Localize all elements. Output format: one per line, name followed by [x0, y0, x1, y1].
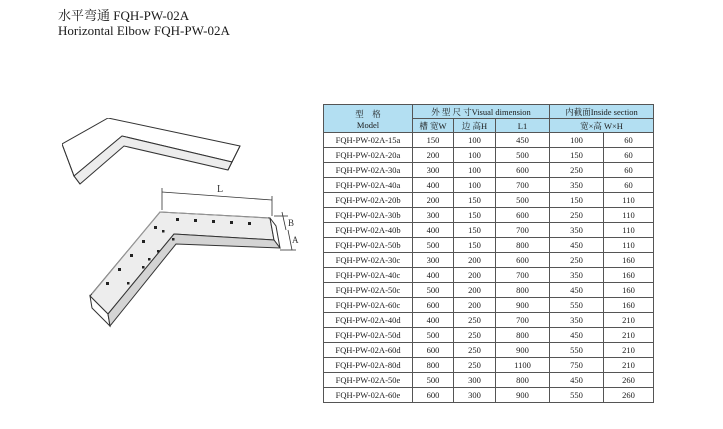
cell-l1: 600	[496, 163, 550, 178]
table-row	[324, 133, 654, 148]
cell-inside-width: 550	[550, 388, 604, 403]
cell-width: 200	[413, 148, 454, 163]
cell-width: 300	[413, 163, 454, 178]
cell-inside-width: 450	[550, 283, 604, 298]
cell-inside-height: 260	[604, 388, 654, 403]
table-row	[324, 148, 654, 163]
cell-inside-height: 210	[604, 313, 654, 328]
header-inside-wxh: 宽×高 W×H	[550, 119, 654, 133]
cell-width: 500	[413, 373, 454, 388]
elbow-diagram	[62, 118, 302, 338]
cell-inside-width: 550	[550, 298, 604, 313]
header-model	[324, 105, 413, 133]
cell-inside-height: 210	[604, 328, 654, 343]
cell-height: 200	[454, 298, 496, 313]
table-row	[324, 208, 654, 223]
cell-inside-width: 350	[550, 313, 604, 328]
table-row	[324, 253, 654, 268]
cell-l1: 450	[496, 133, 550, 148]
cell-height: 150	[454, 193, 496, 208]
dimension-label-l: L	[217, 184, 224, 195]
cell-inside-height: 110	[604, 238, 654, 253]
cell-model: FQH-PW-02A-60c	[324, 298, 413, 313]
cell-width: 300	[413, 253, 454, 268]
cell-height: 150	[454, 208, 496, 223]
cell-model: FQH-PW-02A-80d	[324, 358, 413, 373]
cell-inside-width: 750	[550, 358, 604, 373]
cell-l1: 700	[496, 223, 550, 238]
cell-model: FQH-PW-02A-50e	[324, 373, 413, 388]
cell-height: 150	[454, 238, 496, 253]
table-row	[324, 283, 654, 298]
cell-l1: 600	[496, 208, 550, 223]
cell-width: 150	[413, 133, 454, 148]
cell-l1: 700	[496, 178, 550, 193]
table-row	[324, 163, 654, 178]
cell-inside-height: 60	[604, 178, 654, 193]
cell-inside-height: 160	[604, 298, 654, 313]
cell-l1: 500	[496, 148, 550, 163]
cell-height: 100	[454, 133, 496, 148]
cell-height: 100	[454, 148, 496, 163]
cell-inside-width: 250	[550, 253, 604, 268]
cell-l1: 1100	[496, 358, 550, 373]
cell-l1: 700	[496, 268, 550, 283]
cell-width: 500	[413, 328, 454, 343]
cell-model: FQH-PW-02A-40a	[324, 178, 413, 193]
table-row	[324, 313, 654, 328]
elbow-cover	[62, 118, 240, 184]
cell-height: 200	[454, 283, 496, 298]
cell-inside-height: 210	[604, 358, 654, 373]
cell-width: 200	[413, 193, 454, 208]
table-row	[324, 358, 654, 373]
table-row	[324, 178, 654, 193]
cell-inside-width: 250	[550, 163, 604, 178]
cell-model: FQH-PW-02A-40d	[324, 313, 413, 328]
cell-inside-width: 450	[550, 373, 604, 388]
spec-table-header	[324, 105, 654, 133]
cell-height: 250	[454, 313, 496, 328]
cell-l1: 900	[496, 343, 550, 358]
cell-model: FQH-PW-02A-60d	[324, 343, 413, 358]
cell-height: 300	[454, 373, 496, 388]
cell-inside-width: 100	[550, 133, 604, 148]
cell-model: FQH-PW-02A-40c	[324, 268, 413, 283]
cell-inside-width: 550	[550, 343, 604, 358]
cell-model: FQH-PW-02A-50b	[324, 238, 413, 253]
cell-width: 600	[413, 343, 454, 358]
header-visual-dimension: 外 型 尺 寸Visual dimension	[413, 105, 550, 119]
cell-inside-width: 250	[550, 208, 604, 223]
cell-inside-height: 60	[604, 163, 654, 178]
title-block	[58, 8, 230, 38]
cell-height: 100	[454, 163, 496, 178]
cell-inside-width: 350	[550, 223, 604, 238]
cell-model: FQH-PW-02A-40b	[324, 223, 413, 238]
cell-model: FQH-PW-02A-30a	[324, 163, 413, 178]
cell-width: 400	[413, 268, 454, 283]
cell-inside-height: 160	[604, 268, 654, 283]
cell-height: 250	[454, 343, 496, 358]
header-inside-section: 内截面Inside section	[550, 105, 654, 119]
cell-l1: 800	[496, 328, 550, 343]
table-row	[324, 268, 654, 283]
header-model-en: Model	[356, 119, 380, 130]
title-chinese: 水平弯通 FQH-PW-02A	[58, 8, 190, 23]
dimension-label-a: A	[292, 235, 299, 245]
cell-inside-width: 150	[550, 148, 604, 163]
cell-model: FQH-PW-02A-30c	[324, 253, 413, 268]
cell-height: 150	[454, 223, 496, 238]
cell-l1: 800	[496, 238, 550, 253]
cell-model: FQH-PW-02A-20b	[324, 193, 413, 208]
cell-height: 200	[454, 268, 496, 283]
table-row	[324, 388, 654, 403]
header-width: 槽 宽W	[413, 119, 454, 133]
cell-l1: 800	[496, 283, 550, 298]
table-row	[324, 298, 654, 313]
cell-model: FQH-PW-02A-60e	[324, 388, 413, 403]
table-row	[324, 343, 654, 358]
header-height: 边 高H	[454, 119, 496, 133]
cell-model: FQH-PW-02A-50d	[324, 328, 413, 343]
table-row	[324, 193, 654, 208]
cell-width: 800	[413, 358, 454, 373]
cell-model: FQH-PW-02A-15a	[324, 133, 413, 148]
cell-inside-height: 160	[604, 283, 654, 298]
spec-table-body	[324, 133, 654, 403]
cell-width: 300	[413, 208, 454, 223]
cell-inside-height: 110	[604, 208, 654, 223]
header-model-zh: 型 格	[355, 108, 381, 119]
cell-height: 300	[454, 388, 496, 403]
cell-height: 250	[454, 358, 496, 373]
cell-l1: 800	[496, 373, 550, 388]
cell-l1: 900	[496, 388, 550, 403]
cell-l1: 600	[496, 253, 550, 268]
cell-l1: 500	[496, 193, 550, 208]
cell-inside-height: 60	[604, 133, 654, 148]
spec-table	[323, 104, 654, 403]
cell-inside-width: 150	[550, 193, 604, 208]
cell-inside-width: 450	[550, 238, 604, 253]
cell-width: 500	[413, 238, 454, 253]
cell-inside-height: 110	[604, 223, 654, 238]
cell-width: 400	[413, 313, 454, 328]
cell-model: FQH-PW-02A-50c	[324, 283, 413, 298]
cell-height: 200	[454, 253, 496, 268]
cell-model: FQH-PW-02A-20a	[324, 148, 413, 163]
title-english: Horizontal Elbow FQH-PW-02A	[58, 23, 230, 38]
cell-inside-width: 350	[550, 268, 604, 283]
cell-width: 500	[413, 283, 454, 298]
cell-inside-height: 110	[604, 193, 654, 208]
table-row	[324, 238, 654, 253]
cell-width: 600	[413, 298, 454, 313]
cell-inside-width: 450	[550, 328, 604, 343]
cell-l1: 700	[496, 313, 550, 328]
cell-height: 250	[454, 328, 496, 343]
table-row	[324, 328, 654, 343]
cell-height: 100	[454, 178, 496, 193]
cell-inside-height: 60	[604, 148, 654, 163]
cell-width: 600	[413, 388, 454, 403]
cell-inside-height: 210	[604, 343, 654, 358]
cell-inside-width: 350	[550, 178, 604, 193]
cell-model: FQH-PW-02A-30b	[324, 208, 413, 223]
table-row	[324, 373, 654, 388]
cell-width: 400	[413, 223, 454, 238]
header-l1: L1	[496, 119, 550, 133]
dimension-label-b: B	[288, 218, 295, 228]
table-row	[324, 223, 654, 238]
cell-width: 400	[413, 178, 454, 193]
cell-inside-height: 160	[604, 253, 654, 268]
cell-l1: 900	[496, 298, 550, 313]
cell-inside-height: 260	[604, 373, 654, 388]
